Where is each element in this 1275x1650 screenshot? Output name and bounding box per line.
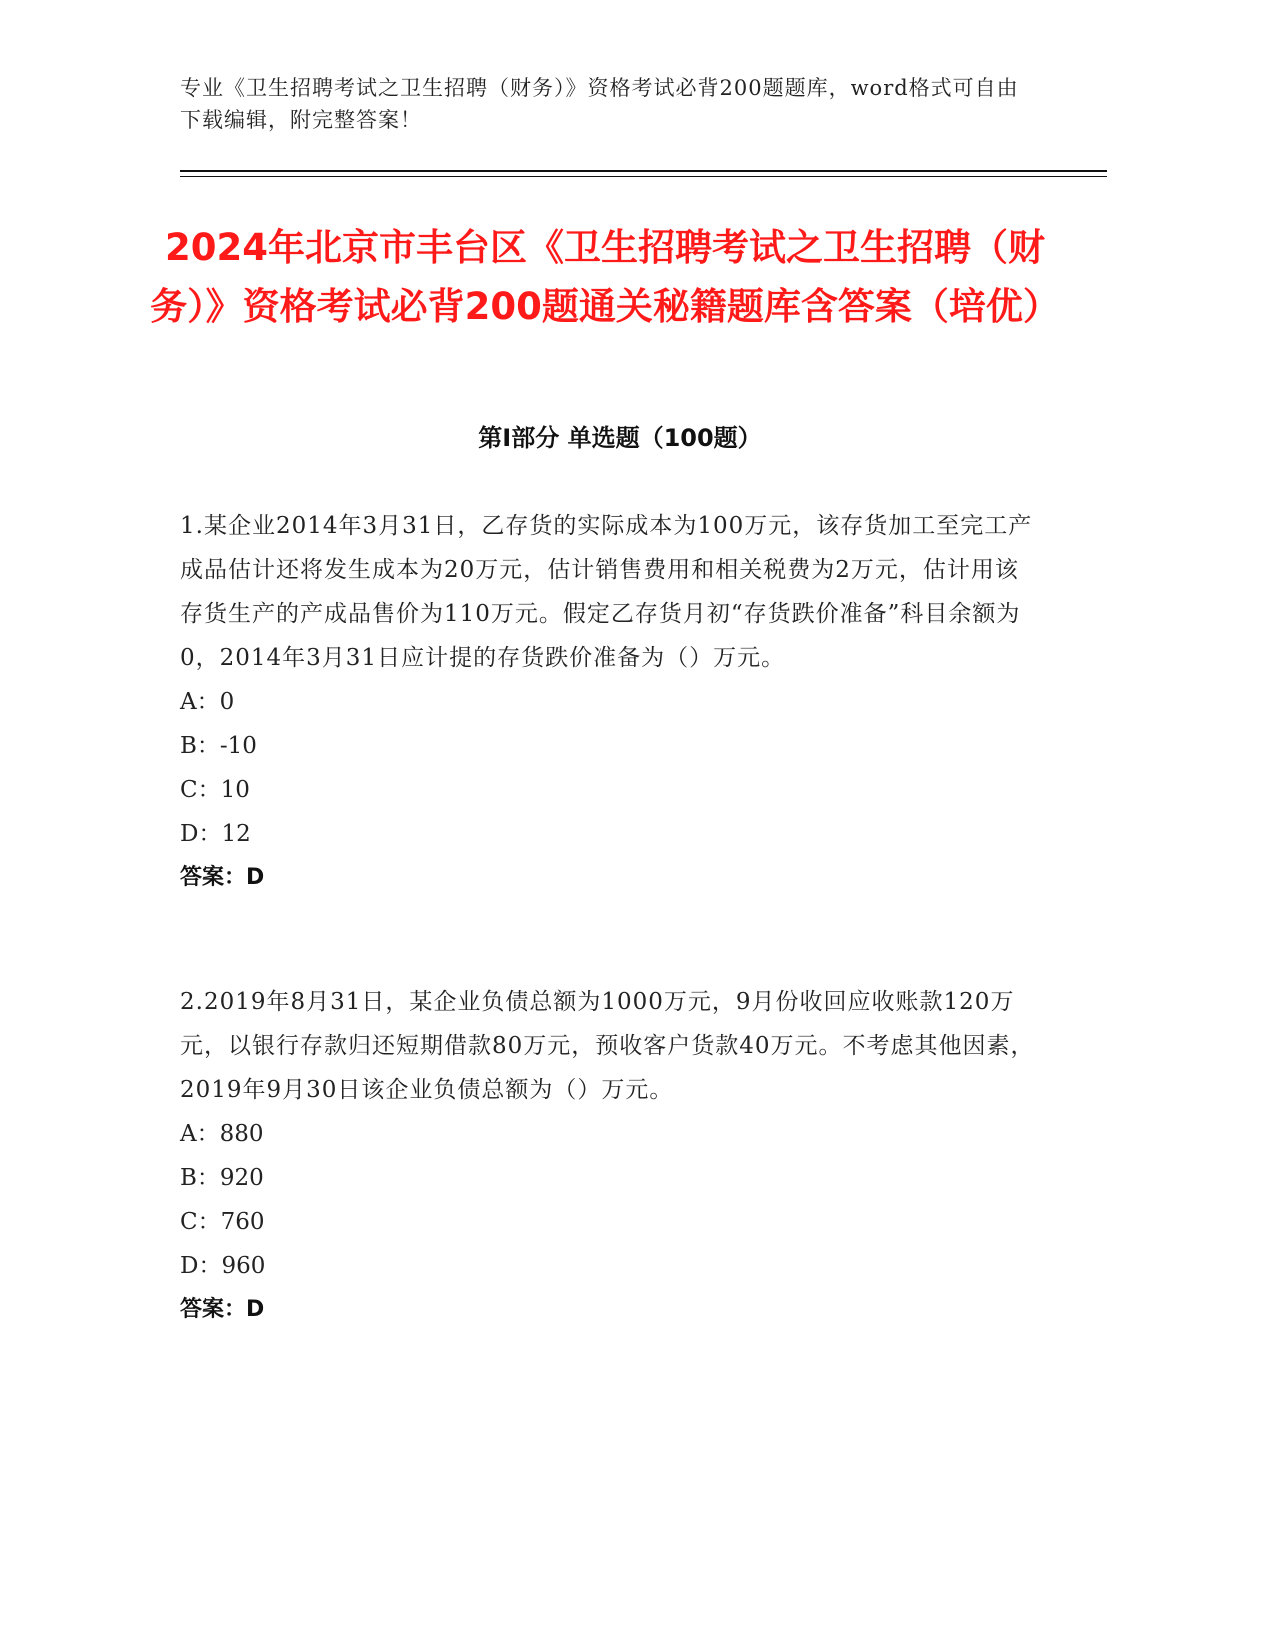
option-d: D：960 [180,1253,266,1279]
option-d: D：12 [180,821,251,847]
question-2 [180,980,1040,1332]
option-b: B：-10 [180,733,257,759]
header-divider-thick [180,170,1107,172]
header-divider-thin [180,176,1107,177]
option-c: C：760 [180,1209,265,1235]
section-heading: 第Ⅰ部分 单选题（100题） [478,424,762,452]
document-title: 2024年北京市丰台区《卫生招聘考试之卫生招聘（财务）》资格考试必背200题通关秘籍题库含答案（培优） [150,226,1060,328]
question-stem: 1.某企业2014年3月31日，乙存货的实际成本为100万元，该存货加工至完工产成品估计还将发生成本为20万元，估计销售费用和相关税费为2万元，估计用该存货生产的产成品售价为110万元。假定乙存货月初“存货跌价准备”科目余额为0，2014年3月31日应计提的存货跌价准备为（）万元。 [180,513,1033,671]
option-c: C：10 [180,777,250,803]
question-1 [180,504,1040,900]
option-a: A：880 [180,1121,264,1147]
option-a: A：0 [180,689,235,715]
question-stem: 2.2019年8月31日，某企业负债总额为1000万元，9月份收回应收账款120万元，以银行存款归还短期借款80万元，预收客户货款40万元。不考虑其他因素，2019年9月30日该企业负债总额为（）万元。 [180,989,1035,1103]
header-note: 专业《卫生招聘考试之卫生招聘（财务）》资格考试必背200题题库，word格式可自由下载编辑，附完整答案！ [180,76,1019,132]
answer-line: 答案：D [180,865,265,890]
option-b: B：920 [180,1165,264,1191]
answer-line: 答案：D [180,1297,265,1322]
